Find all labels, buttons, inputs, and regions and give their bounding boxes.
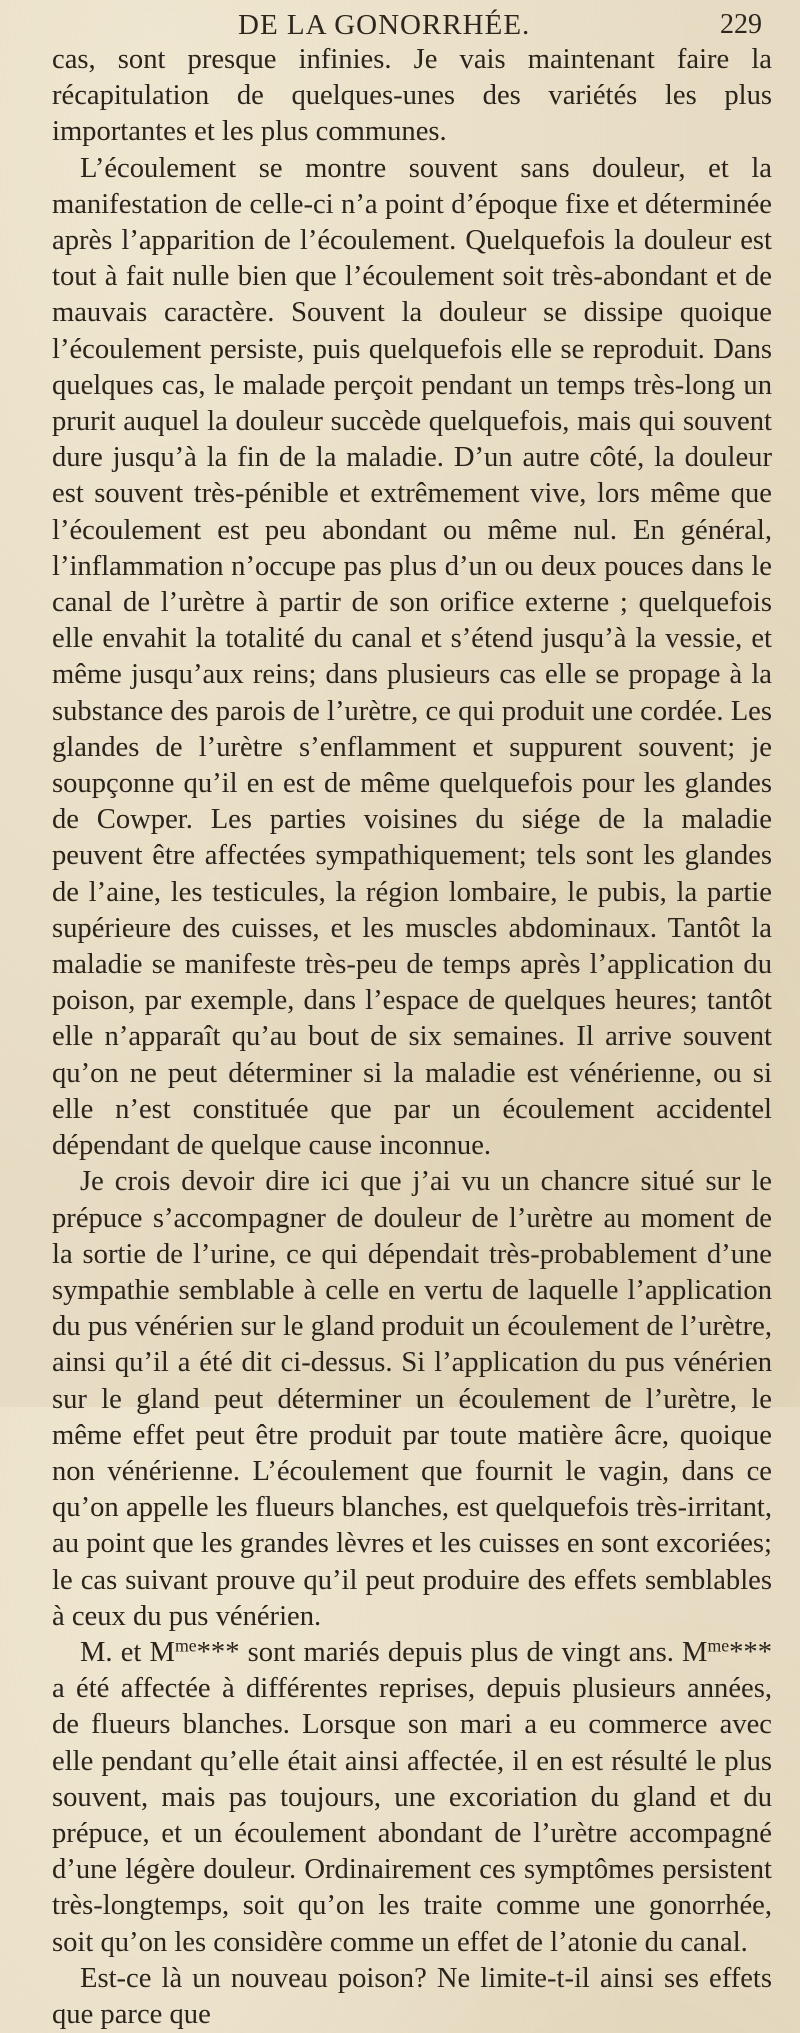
paragraph-4-part-2: *** sont mariés depuis plus de vingt ans. M — [196, 1636, 708, 1668]
paragraph-1: cas, sont presque infinies. Je vais maintenant faire la récapitulation de quelques-unes des variétés les plus importantes et les plus communes. — [52, 44, 772, 148]
superscript-me-2: me — [707, 1635, 730, 1656]
paragraph-2: L’écoulement se montre souvent sans douleur, et la manifestation de celle-ci n’a point d’époque fixe et déterminée après l’apparition de l’écoulement. Quelquefois la douleur est tout à fait nulle bien que l’écoulement soit très-abondant et de mauvais caractère. Souvent la douleur se dissipe quoique l’écoulement persiste, puis quelquefois elle se reproduit. Dans quelques cas, le malade perçoit pendant un temps très-long un prurit auquel la douleur succède quelquefois, mais qui souvent dure jusqu’à la fin de la maladie. D’un autre côté, la douleur est souvent très-pénible et extrêmement vive, lors même que l’écoulement est peu abondant ou même nul. En général, l’inflammation n’occupe pas plus d’un ou deux pouces dans le canal de l’urètre à partir de son orifice externe ; quelquefois elle envahit la totalité du canal et s’étend jusqu’à la vessie, et même jusqu’aux reins; dans plusieurs cas elle se propage à la substance des parois de l’urètre, ce qui produit une cordée. Les glandes de l’urètre s’enflamment et suppurent souvent; je soupçonne qu’il en est de même quelquefois pour les glandes de Cowper. Les parties voisines du siége de la maladie peuvent être affectées sympathiquement; tels sont les glandes de l’aine, les testicules, la région lombaire, le pubis, la partie supérieure des cuisses, et les muscles abdominaux. Tantôt la maladie se manifeste très-peu de temps après l’application du poison, par exemple, dans l’espace de quelques heures; tantôt elle n’apparaît qu’au bout de six semaines. Il arrive souvent qu’on ne peut déterminer si la maladie est vénérienne, ou si elle n’est constituée que par un écoulement accidentel dépendant de quelque cause inconnue. — [52, 152, 772, 1162]
paragraph-4-part-1: M. et M — [80, 1636, 175, 1668]
page-number: 229 — [720, 9, 762, 40]
superscript-me-1: me — [174, 1635, 197, 1656]
paragraph-5: Est-ce là un nouveau poison? Ne limite-t-il ainsi ses effets que parce que — [52, 1962, 772, 2030]
body-text — [52, 42, 772, 2033]
paragraph-4 — [52, 1635, 772, 1961]
paragraph-4-part-3: *** a été affectée à différentes reprises, depuis plusieurs années, de flueurs blanches. Lorsque son mari a eu commerce avec elle pendant qu’elle était ainsi affectée, il en est résulté le plus souvent, mais pas toujours, une excoriation du gland et du prépuce, et un écoulement abondant de l’urètre accompagné d’une légère douleur. Ordinairement ces symptômes persistent très-longtemps, soit qu’on les traite comme une gonorrhée, soit qu’on les considère comme un effet de l’atonie du canal. — [52, 1636, 772, 1958]
running-head — [52, 8, 772, 42]
paragraph-3: Je crois devoir dire ici que j’ai vu un chancre situé sur le prépuce s’accompagner de douleur de l’urètre au moment de la sortie de l’urine, ce qui dépendait très-probablement d’une sympathie semblable à celle en vertu de laquelle l’application du pus vénérien sur le gland produit un écoulement de l’urètre, ainsi qu’il a été dit ci-dessus. Si l’application du pus vénérien sur le gland peut déterminer un écoulement de l’urètre, le même effet peut être produit par toute matière âcre, quoique non vénérienne. L’écoulement que fournit le vagin, dans ce qu’on appelle les flueurs blanches, est quelquefois très-irritant, au point que les grandes lèvres et les cuisses en sont excoriées; le cas suivant prouve qu’il peut produire des effets semblables à ceux du pus vénérien. — [52, 1166, 772, 1632]
running-title: DE LA GONORRHÉE. — [238, 9, 531, 41]
